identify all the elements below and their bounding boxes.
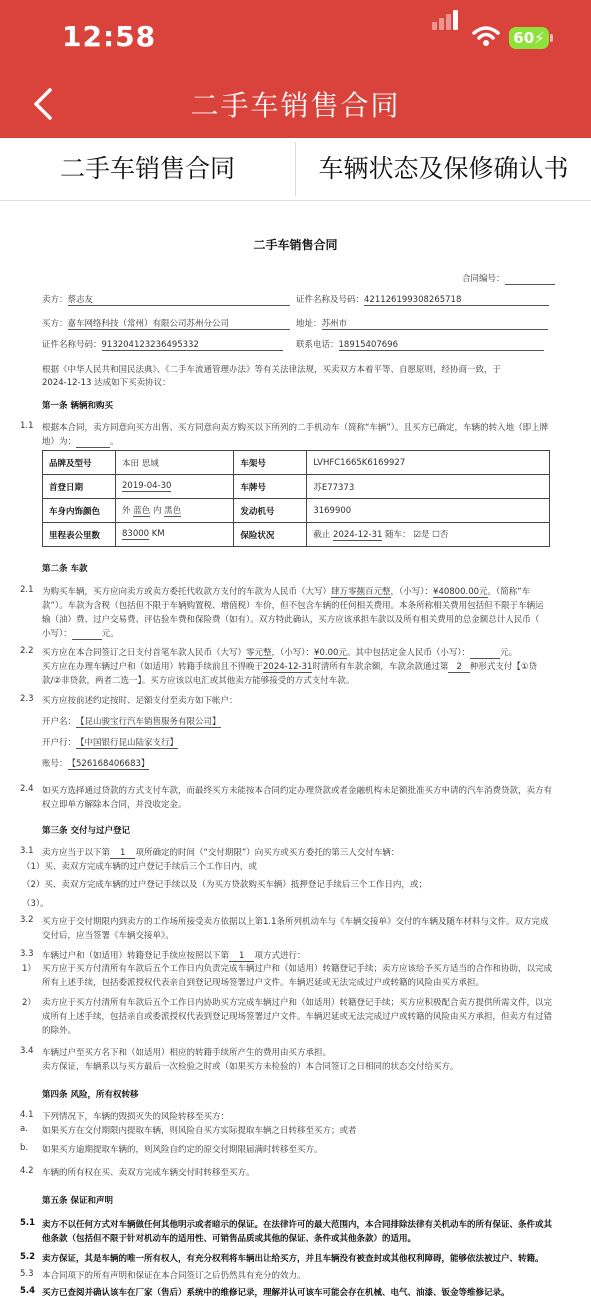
buyer-name: 嘉车网络科技（常州）有限公司苏州分公司	[68, 317, 290, 330]
tab-sales-contract[interactable]: 二手车销售合同	[59, 154, 235, 183]
clause-4-1-text: 下列情况下，车辆的毁损灭失的风险转移至买方：	[42, 1112, 230, 1122]
clause-number: 2.4	[20, 784, 34, 794]
buyer-id-label: 证件名称号码：	[42, 340, 102, 350]
table-value: 3169900	[307, 499, 550, 523]
clause-3-1-item-1: （1）买、卖双方完成车辆的过户登记手续后三个工作日内，或	[22, 862, 257, 872]
seller-row	[42, 293, 290, 306]
clause-5-1-line-1: 卖方不以任何方式对车辆做任何其他明示或者暗示的保证。在法律许可的最大范围内，本合同排除法律有关机动车的所有保证、条件或其	[42, 1220, 553, 1230]
section-5-title: 第五条 保证和声明	[42, 1196, 113, 1206]
section-1-title: 第一条 辆辆和购买	[42, 401, 113, 411]
text: 。（简称“车	[487, 587, 531, 597]
battery-level: 60	[513, 29, 535, 47]
text: 小写）：	[42, 629, 72, 639]
payment-method-no: 2	[448, 662, 469, 673]
clause-3-4-line-2: 卖方保证，车辆系以与买方最后一次检验之时或（如果买方未检验的）本合同签订之日相同的状态交付给买方。	[42, 1062, 459, 1072]
clause-number: 5.2	[20, 1252, 36, 1262]
clause-2-1-line-3: 输（油）费、过户交易费、评估验车费和保险费（如有）。双方特此确认，买方应该承担车款以及所有相关费用的总金额总计人民币（	[42, 615, 540, 625]
account-name: 【昆山骏宝行汽车销售服务有限公司】	[76, 717, 221, 727]
clause-3-1-line	[42, 846, 399, 859]
clause-1-1-text: 地）为：	[42, 437, 77, 447]
intro-line-2: 2024-12-13 达成如下买卖协议：	[42, 378, 171, 388]
text: 元。	[500, 648, 518, 658]
intro-line-1: 根据《中华人民共和国民法典》、《二手车流通管理办法》等有关法律法规，买卖双方本着平等、自愿原则，经协商一致，于	[42, 365, 502, 375]
tab-vehicle-status[interactable]: 车辆状态及保修确认书	[318, 154, 569, 183]
text: ，（小写）：	[271, 648, 315, 658]
insurance-checkbox: ☑是 ☐否	[413, 530, 449, 540]
mileage: 83000	[122, 529, 150, 539]
table-value	[307, 523, 550, 547]
clause-2-1-line-4	[42, 627, 119, 640]
table-row	[43, 523, 550, 547]
seller-name: 蔡志友	[68, 293, 290, 306]
clause-1-1-line-1: 根据本合同，卖方同意向买方出售、买方同意向卖方购买以下所列的二手机动车（简称“车辆”）。且买方已确定，车辆的转入地（即上牌	[42, 423, 549, 433]
battery-icon: 60⚡	[509, 27, 549, 49]
deposit-blank	[470, 648, 500, 659]
first-payment-number: ¥0.00元	[314, 648, 347, 658]
vehicle-table	[42, 450, 550, 547]
clause-3-3-2-line-1: 卖方应于买方付清所有车款后五个工作日内协助买方完成车辆过户和（如适用）转籍登记手续；买方应积极配合卖方提供所需文件，以完	[42, 998, 553, 1008]
clause-2-2-line-3: 款/②非贷款，两者二选一】。买方应该以电汇或其他卖方能够接受的方式支付车款。	[42, 676, 355, 686]
clause-2-2-line-2	[42, 660, 537, 673]
contract-no	[462, 272, 555, 285]
table-label: 里程表公里数	[43, 523, 116, 547]
text: 。其中包括定金人民币（小写）：	[346, 648, 471, 658]
table-label: 品牌及型号	[43, 451, 116, 475]
phone-row	[296, 338, 544, 351]
seller-id: 421126199308265718	[364, 295, 549, 306]
clause-3-1-item-2: （2）买、卖双方完成车辆的过户登记手续以及（为买方贷款购买车辆）抵押登记手续后三个工作日内，或；	[22, 880, 427, 890]
clause-2-4-line-2: 权立即单方解除本合同，并没收定金。	[42, 800, 187, 810]
table-value: 苏E77373	[307, 475, 550, 499]
text: 项方式进行：	[254, 951, 306, 961]
clause-number: 2.1	[20, 585, 34, 595]
buyer-id-row	[42, 338, 283, 351]
account-bank-row	[42, 736, 178, 749]
clause-3-3-1-line-1: 买方应于买方付清所有车款后五个工作日内负责完成车辆过户和（如适用）转籍登记手续；卖方应该给予买方适当的合作和协助，以完成	[42, 964, 553, 974]
text: 卖方应当于以下第	[42, 848, 111, 858]
mileage-unit: KM	[151, 529, 165, 539]
clause-3-2-line-2: 交付后，应当签署《车辆交接单》。	[42, 931, 174, 941]
clause-2-2-line-1	[42, 646, 517, 659]
buyer-row	[42, 317, 290, 330]
buyer-label: 买方：	[42, 319, 68, 329]
seller-id-row	[296, 293, 549, 306]
clause-number: 5.3	[20, 1269, 34, 1279]
clause-3-1-item-3: （3）。	[22, 899, 49, 909]
interior-color: 黑色	[164, 506, 182, 516]
phone: 18915407696	[339, 340, 544, 351]
clause-2-1-line-2: 款”）。车款为含税（包括但不限于车辆购置税、增值税）车价，但不包含车辆的任何相关费用。本条所称相关费用包括但不限于车辆运	[42, 601, 544, 611]
insurance-until-label: 截止	[313, 530, 331, 540]
insurance-date: 2024-12-31	[333, 530, 383, 540]
clause-2-1-line-1	[42, 585, 530, 598]
table-label: 发动机号	[234, 499, 307, 523]
clause-2-3-text: 买方应按前述约定按时、足额支付至卖方如下帐户：	[42, 696, 238, 706]
clause-3-3-2-line-2: 成所有上述手续，包括亲自或委派授权代表到登记现场签署过户文件。车辆迟延或无法完成过户或转籍的风险由买方承担，但卖方有过错	[42, 1012, 553, 1022]
text: 为购买车辆，买方应向卖方或卖方委托代收款方支付的车款为人民币（大写）	[42, 587, 332, 597]
clause-4-2-text: 车辆的所有权在买、卖双方完成车辆交付时转移至买方。	[42, 1168, 255, 1178]
insurance-with-car-label: 随车：	[385, 530, 411, 540]
total-blank	[72, 629, 102, 640]
account-bank: 【中国银行昆山陆家支行】	[76, 738, 179, 748]
clause-1-1-line-2: 地）为： 。	[42, 437, 119, 447]
table-value	[116, 523, 234, 547]
clause-number: 4.2	[20, 1166, 34, 1176]
clause-number: 5.4	[20, 1286, 36, 1296]
clause-5-1-line-2: 他条款（包括但不限于针对机动车的适用性、可销售品质或其他的保证、条件或其他条款）的适用。	[42, 1234, 417, 1244]
contract-no-blank	[505, 274, 555, 285]
text: 元。	[101, 629, 119, 639]
clause-3-3-1-line-2: 所有上述手续，包括委派授权代表亲自到登记现场签署过户文件。车辆迟延或无法完成过户或转籍的风险由买方承担。	[42, 978, 485, 988]
section-2-title: 第二条 车款	[42, 564, 88, 574]
account-no-row	[42, 757, 149, 770]
account-no-label: 账号：	[42, 759, 68, 769]
price-number: ¥40800.00元	[433, 587, 488, 597]
account-no: 【526168406683】	[67, 759, 150, 769]
clause-number: 3.3	[20, 949, 34, 959]
clause-number: 3.4	[20, 1046, 34, 1056]
wifi-icon	[472, 25, 500, 47]
account-bank-label: 开户行：	[42, 738, 77, 748]
account-name-label: 开户名：	[42, 717, 77, 727]
balance-deadline: 2024-12-31	[263, 662, 313, 672]
plate-region-blank	[76, 437, 110, 448]
price-uppercase: 肆万零捌百元整	[331, 587, 391, 597]
tab-bar	[0, 138, 591, 201]
contract-no-label: 合同编号：	[462, 274, 505, 284]
table-row	[43, 451, 550, 475]
clause-2-4-line-1: 如买方选择通过贷款的方式支付车款，而最终买方未能按本合同约定办理贷款或者金融机构未足额批准买方申请的汽车消费贷款，卖方有	[42, 786, 553, 796]
item-number: 2）	[22, 998, 36, 1008]
section-3-title: 第三条 交付与过户登记	[42, 826, 130, 836]
text: 买方应在办理车辆过户和（如适用）转籍手续前且不得晚于	[42, 662, 264, 672]
status-bar	[0, 0, 591, 70]
nav-bar	[0, 70, 591, 138]
section-4-title: 第四条 风险，所有权转移	[42, 1090, 139, 1100]
contract-document[interactable]	[0, 200, 591, 1298]
clause-number: 5.1	[20, 1218, 36, 1228]
addr: 苏州市	[322, 317, 548, 330]
clause-number: 3.2	[20, 915, 34, 925]
account-name-row	[42, 715, 221, 728]
table-label: 车牌号	[234, 475, 307, 499]
seller-id-label: 证件名称及号码：	[296, 295, 365, 305]
exterior-color: 蓝色	[133, 506, 151, 516]
clause-number: 2.3	[20, 694, 34, 704]
first-register-date: 2019-04-30	[122, 481, 172, 491]
table-value	[116, 475, 234, 499]
item-number: b.	[20, 1143, 29, 1153]
clause-4-1-b: 如果买方逾期提取车辆的，则风险自约定的原交付期限届满时转移至买方。	[42, 1145, 323, 1155]
clause-number: 2.2	[20, 646, 34, 656]
clause-3-4-line-1: 车辆过户至买方名下和（如适用）相应的转籍手续所产生的费用由买方承担。	[42, 1048, 332, 1058]
table-label: 保险状况	[234, 523, 307, 547]
transfer-option-no: 1	[229, 951, 254, 962]
text: ，（小写）：	[390, 587, 434, 597]
clause-number: 3.1	[20, 846, 34, 856]
table-row	[43, 499, 550, 523]
page-title: 二手车销售合同	[190, 89, 401, 122]
delivery-option-no: 1	[110, 848, 135, 859]
clause-5-2-text: 卖方保证，其是车辆的唯一所有权人，有充分权利将车辆出让给买方，并且车辆没有被查封或其他权利障碍，能够依法被过户、转籍。	[42, 1254, 544, 1264]
clause-number: 1.1	[20, 421, 34, 431]
first-payment-uppercase: 零元整	[246, 648, 272, 658]
table-label: 首登日期	[43, 475, 116, 499]
text: 种形式支付【①贷	[469, 662, 537, 672]
clause-4-1-a: 如果买方在交付期限内提取车辆，则风险自买方实际提取车辆之日转移至买方；或者	[42, 1126, 357, 1136]
buyer-id: 913204123236495332	[102, 340, 283, 351]
status-time: 12:58	[62, 20, 157, 53]
interior-label: 内	[152, 506, 162, 516]
text: 买方应在本合同签订之日支付首笔车款人民币（大写）	[42, 648, 247, 658]
doc-title: 二手车销售合同	[253, 238, 338, 252]
table-value: LVHFC1665K6169927	[307, 451, 550, 475]
clause-3-2-line-1: 买方应于交付期限内到卖方的工作场所接受卖方依据以上第1.1条所列机动车与《车辆交接单》交付的车辆及随车材料与文件。双方完成	[42, 917, 549, 927]
text: 项所确定的时间（“交付期限”）向买方或买方委托的第三人交付车辆：	[135, 848, 400, 858]
seller-label: 卖方：	[42, 295, 68, 305]
exterior-label: 外	[122, 506, 131, 516]
addr-label: 地址：	[296, 319, 322, 329]
clause-5-3-text: 本合同项下的所有声明和保证在本合同签订之后仍然具有充分的效力。	[42, 1271, 306, 1281]
table-label: 车架号	[234, 451, 307, 475]
phone-label: 联系电话：	[296, 340, 339, 350]
clause-number: 4.1	[20, 1110, 34, 1120]
table-value	[116, 499, 234, 523]
text: 时清所有车款余额，车款余款通过第	[312, 662, 449, 672]
clause-5-4-text: 买方已查阅并确认该车在厂家（售后）系统中的维修记录，理解并认可该车可能会存在机械、电气、油漆、钣金等维修记录。	[42, 1288, 510, 1298]
text: 车辆过户和（如适用）转籍登记手续应按照以下第	[42, 951, 230, 961]
item-number: 1）	[22, 964, 36, 974]
table-value: 本田 思域	[116, 451, 234, 475]
addr-row	[296, 317, 548, 330]
item-number: a.	[20, 1124, 28, 1134]
table-label: 车身内饰颜色	[43, 499, 116, 523]
table-row	[43, 475, 550, 499]
clause-3-3-line	[42, 949, 305, 962]
clause-3-3-2-line-3: 的除外。	[42, 1026, 77, 1036]
